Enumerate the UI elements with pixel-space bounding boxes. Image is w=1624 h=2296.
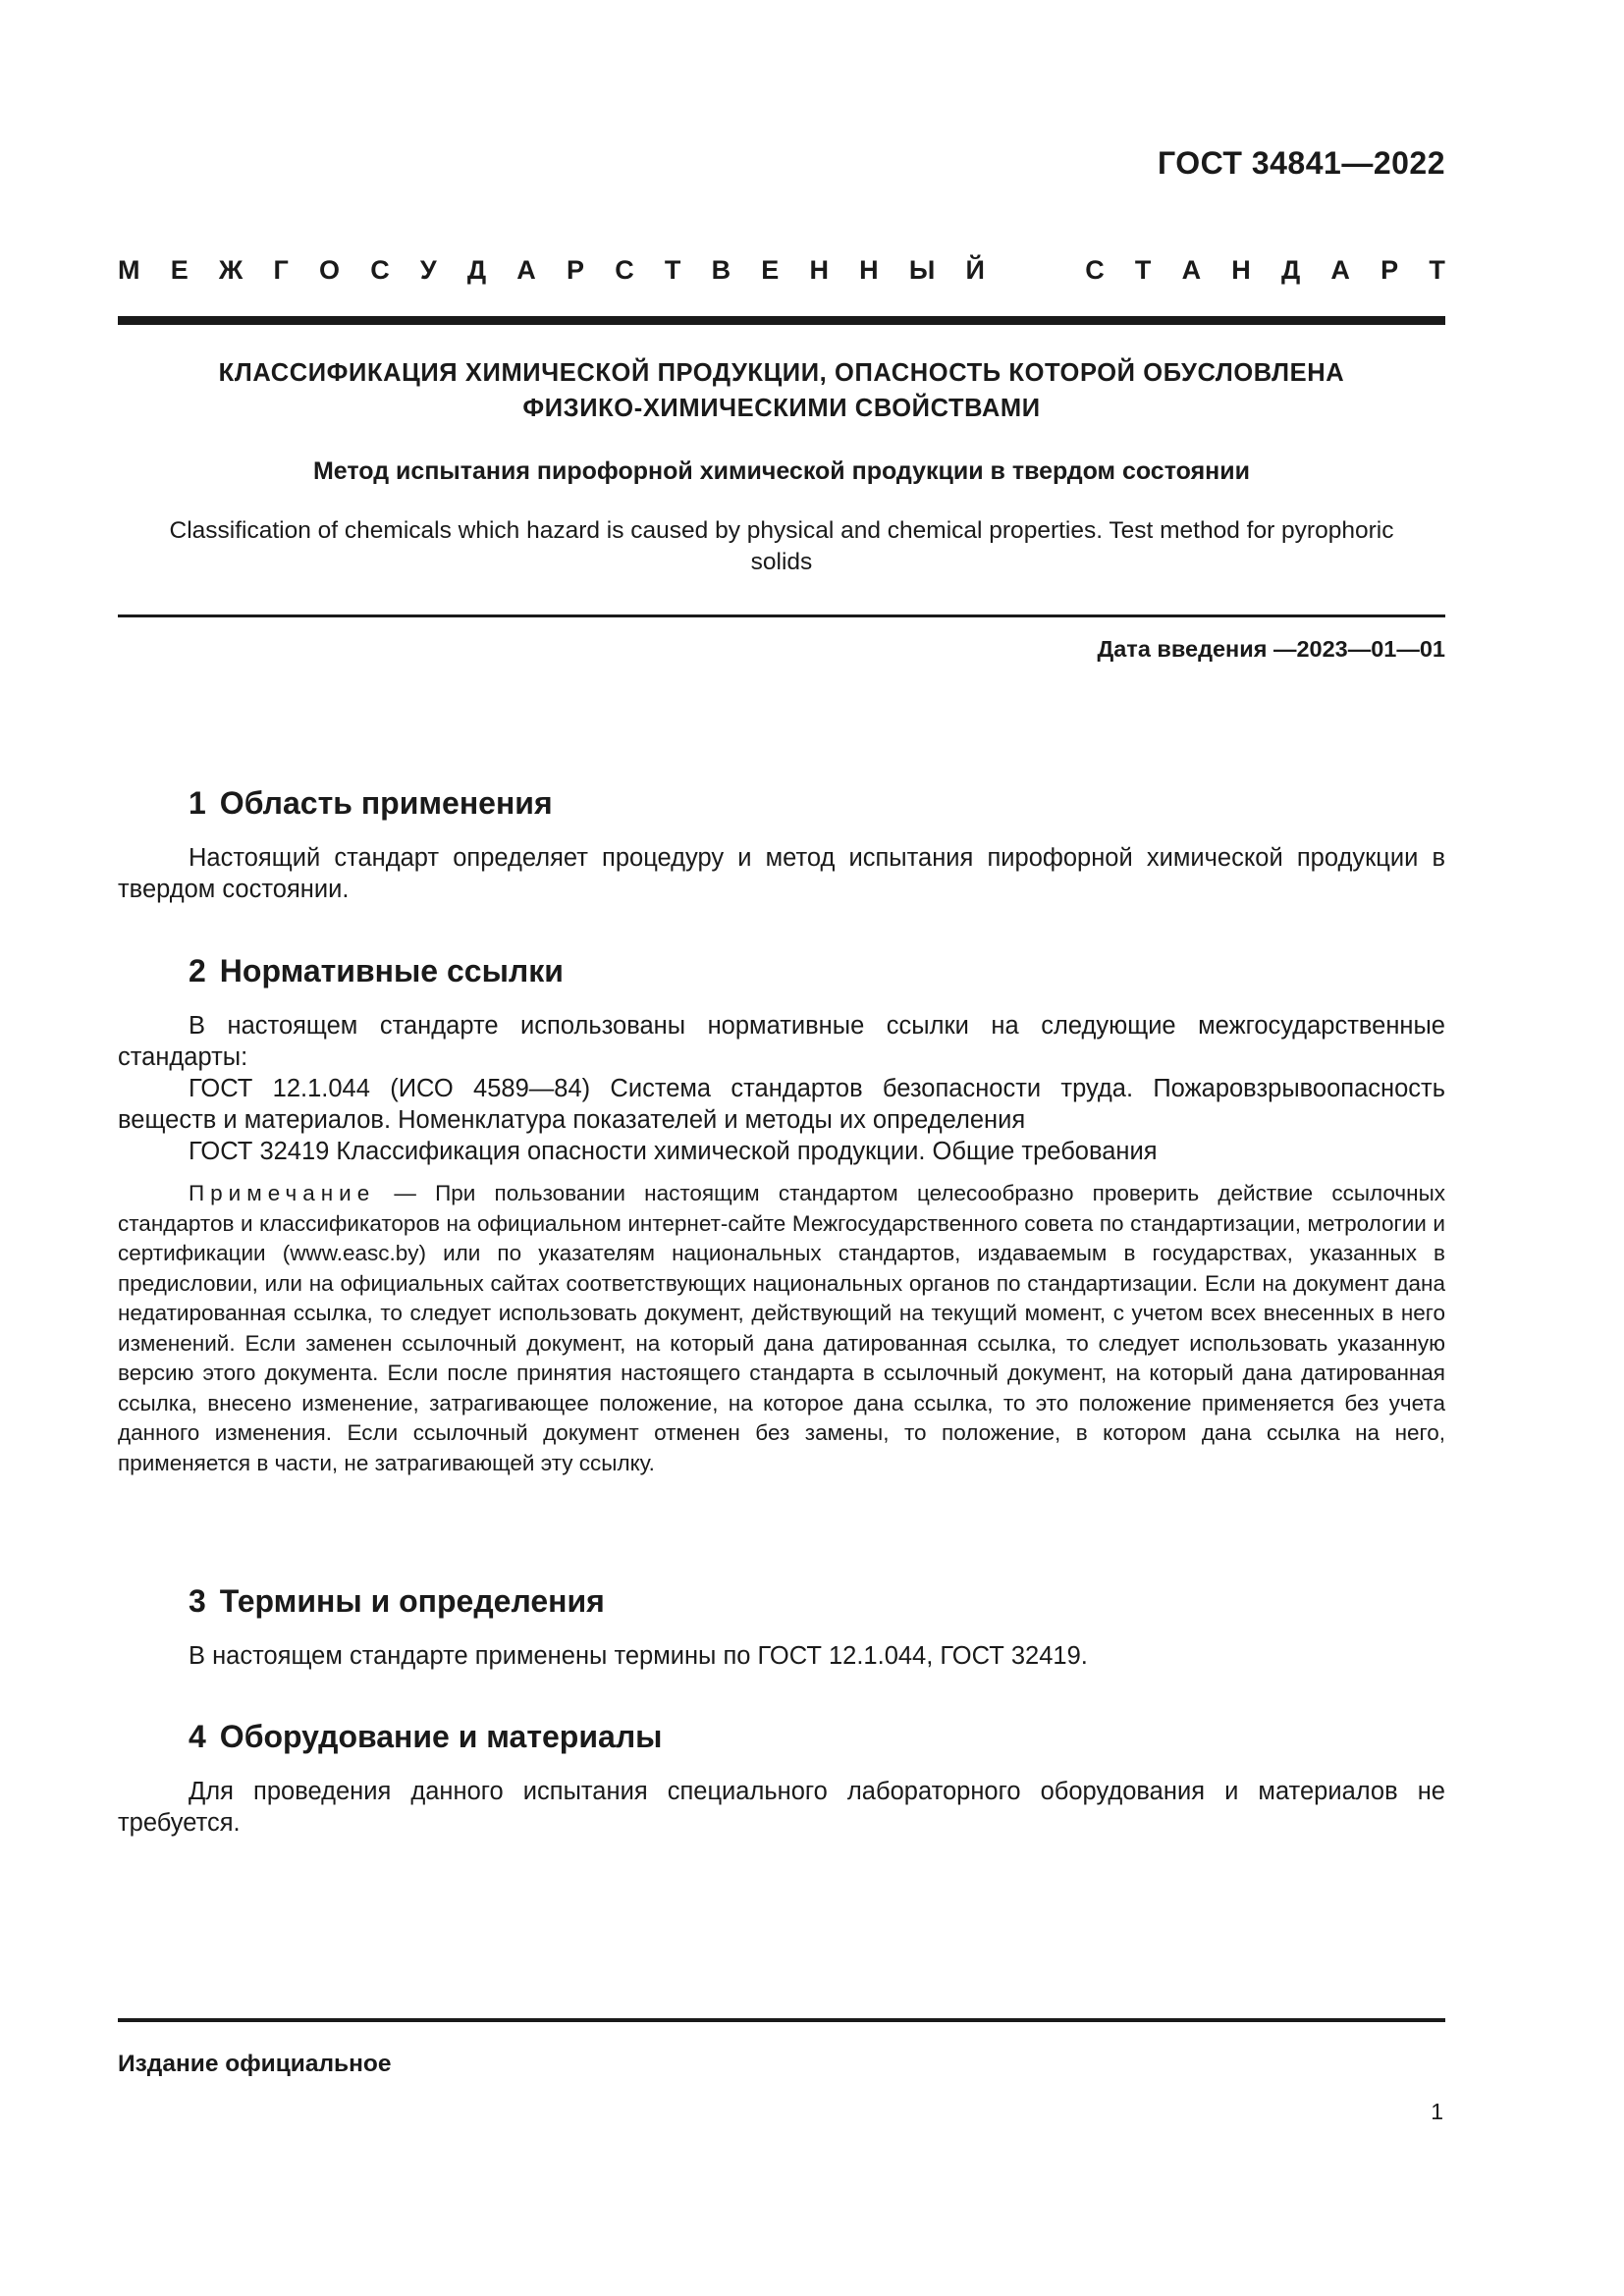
section-title: Оборудование и материалы: [219, 1719, 663, 1754]
standard-number: ГОСТ 34841—2022: [1157, 145, 1445, 181]
banner-letter: Т: [1429, 255, 1445, 285]
section-title: Нормативные ссылки: [219, 953, 564, 988]
banner-letter: Н: [859, 255, 879, 285]
banner-letter: У: [419, 255, 437, 285]
banner-letter: С: [615, 255, 634, 285]
section-title: Термины и определения: [219, 1583, 605, 1619]
section-number: 2: [189, 953, 206, 988]
banner-letter: Е: [761, 255, 780, 285]
english-title: [137, 515, 1426, 578]
banner-letter: Д: [1280, 255, 1301, 285]
footer-divider: [118, 2018, 1445, 2022]
title-divider: [118, 614, 1445, 617]
banner-letter: А: [516, 255, 536, 285]
english-title-line-1: Classification of chemicals which hazard is caused by physical and chemical properties. Test method for pyrophoric: [169, 517, 1394, 544]
section-paragraph: Для проведения данного испытания специального лабораторного оборудования и материалов не требуется.: [118, 1778, 1445, 1837]
banner-letter: С: [1085, 255, 1105, 285]
section-heading: [118, 1581, 1445, 1621]
note-paragraph: [118, 1179, 1445, 1478]
section-heading: [118, 783, 1445, 823]
banner-letter: А: [1181, 255, 1202, 285]
section-scope: [118, 783, 1445, 905]
title-line-1: КЛАССИФИКАЦИЯ ХИМИЧЕСКОЙ ПРОДУКЦИИ, ОПАСНОСТЬ КОТОРОЙ ОБУСЛОВЛЕНА: [218, 359, 1345, 387]
section-terms: [118, 1581, 1445, 1672]
banner-letter: С: [370, 255, 390, 285]
document-page: [118, 0, 1445, 2296]
banner-letter: Й: [965, 255, 985, 285]
section-heading: [118, 951, 1445, 990]
section-normative-references: [118, 951, 1445, 1478]
banner-letter: Р: [1380, 255, 1399, 285]
reference-item: ГОСТ 32419 Классификация опасности химической продукции. Общие требования: [189, 1138, 1158, 1165]
banner-letter: М: [118, 255, 140, 285]
note-label: Примечание: [189, 1181, 376, 1205]
intro-date: Дата введения —2023—01—01: [1097, 636, 1445, 662]
section-number: 1: [189, 785, 206, 821]
top-divider: [118, 316, 1445, 325]
banner-word-gap: [1015, 253, 1055, 287]
note-text: — При пользовании настоящим стандартом целесообразно проверить действие ссылочных стандартов и классификаторов на официальном интернет-сайте Межгосударственного совета по стандартизации, метрологии и сертификации (www.easc.by) или по указателям национальных стандартов, издаваемым в государствах, указанных в предисловии, или на официальных сайтах соответствующих национальных органов по стандартизации. Если на документ дана недатированная ссылка, то следует использовать документ, действующий на текущий момент, с учетом всех внесенных в него изменений. Если заменен ссылочный документ, на который дана датированная ссылка, то следует использовать указанную версию этого документа. Если после принятия настоящего стандарта в ссылочный документ, на который дана датированная ссылка, внесено изменение, затрагивающее положение, на которое дана ссылка, то это положение применяется без учета данного изменения. Если ссылочный документ отменен без замены, то положение, в котором дана ссылка на него, применяется в части, не затрагивающей эту ссылку.: [118, 1181, 1445, 1475]
section-paragraph: В настоящем стандарте применены термины по ГОСТ 12.1.044, ГОСТ 32419.: [189, 1642, 1088, 1670]
banner-letter: Н: [809, 255, 829, 285]
reference-item: ГОСТ 12.1.044 (ИСО 4589—84) Система стандартов безопасности труда. Пожаровзрывоопасность веществ и материалов. Номенклатура показателей и методы их определения: [118, 1075, 1445, 1134]
section-title: Область применения: [219, 785, 553, 821]
banner-letter: В: [711, 255, 731, 285]
edition-label: Издание официальное: [118, 2051, 392, 2077]
interstate-standard-banner: [118, 253, 1445, 287]
banner-letter: Р: [566, 255, 584, 285]
section-paragraph: В настоящем стандарте использованы нормативные ссылки на следующие межгосударственные стандарты:: [118, 1012, 1445, 1071]
banner-letter: Т: [1134, 255, 1152, 285]
section-number: 4: [189, 1719, 206, 1754]
banner-letter: Е: [170, 255, 189, 285]
banner-letter: А: [1330, 255, 1350, 285]
banner-letter: Г: [273, 255, 289, 285]
document-title: [118, 355, 1445, 426]
section-heading: [118, 1717, 1445, 1756]
section-equipment: [118, 1717, 1445, 1839]
banner-letter: Д: [466, 255, 487, 285]
english-title-line-2: solids: [750, 549, 813, 575]
banner-letter: Ж: [218, 255, 244, 285]
document-subtitle: Метод испытания пирофорной химической продукции в твердом состоянии: [312, 457, 1250, 485]
title-line-2: ФИЗИКО-ХИМИЧЕСКИМИ СВОЙСТВАМИ: [522, 395, 1041, 422]
section-number: 3: [189, 1583, 206, 1619]
banner-letter: Ы: [908, 255, 936, 285]
page-number: 1: [1431, 2099, 1443, 2124]
banner-letter: Т: [664, 255, 681, 285]
banner-letter: О: [318, 255, 340, 285]
section-paragraph: Настоящий стандарт определяет процедуру и метод испытания пирофорной химической продукции в твердом состоянии.: [118, 844, 1445, 903]
banner-letter: Н: [1231, 255, 1251, 285]
